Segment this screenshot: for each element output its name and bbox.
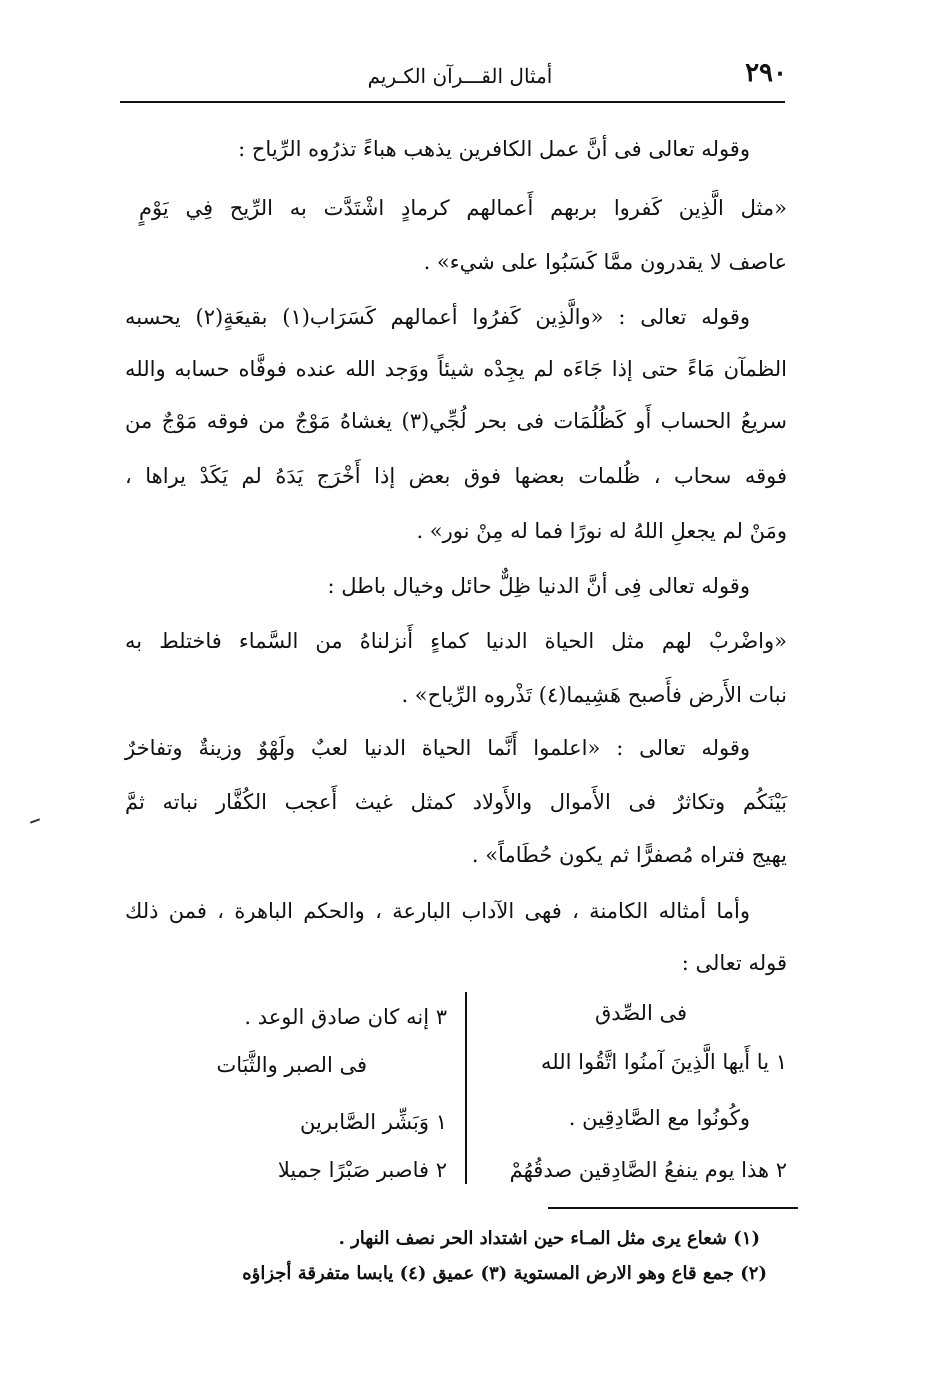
verse-item: ٣ إنه كان صادق الوعد .: [244, 1005, 447, 1029]
body-line: سريعُ الحساب أَو كَظُلُمَات فى بحر لُجِّي(٣) يغشاهُ مَوْجٌ من فوقه مَوْجٌ من: [125, 409, 787, 433]
verse-item: ١ وَبَشِّر الصَّابرين: [299, 1110, 447, 1134]
body-line: فوقه سحاب ، ظُلمات بعضها فوق بعض إذا أَخْرَج يَدَهُ لم يَكَدْ يراها ،: [125, 464, 787, 488]
body-line: بَيْنَكُم وتكاثرٌ فى الأَموال والأَولاد كمثل غيث أَعجب الكُفَّار نباته ثمَّ: [125, 790, 787, 814]
column-divider: [465, 992, 467, 1184]
running-title: أمثال القـــرآن الكـريم: [367, 64, 553, 88]
body-line: الظمآن مَاءً حتى إذا جَاءَه لم يجِدْه شيئاً ووَجد الله عنده فوفَّاه حسابه والله: [125, 357, 787, 381]
margin-mark: [30, 818, 40, 823]
body-line: وقوله تعالى فى أنَّ عمل الكافرين يذهب هباءً تذرُوه الرِّياح :: [238, 137, 750, 161]
footnote: (٢) جمع قاع وهو الارض المستوية (٣) عميق (٤) يابسا متفرقة أجزاؤه: [242, 1263, 767, 1284]
verse-item: ١ يا أَيها الَّذِينَ آمنُوا اتَّقُوا الله: [541, 1050, 787, 1074]
body-line: وأما أمثاله الكامنة ، فهى الآداب البارعة ، والحكم الباهرة ، فمن ذلك: [125, 899, 750, 923]
section-heading-truthfulness: فى الصِّدق: [595, 1001, 687, 1025]
page-number: ٢٩٠: [745, 58, 787, 88]
verse-item: وكُونُوا مع الصَّادِقِين .: [568, 1106, 750, 1130]
body-line: قوله تعالى :: [681, 951, 787, 975]
body-line: عاصف لا يقدرون ممَّا كَسَبُوا على شيء» .: [423, 250, 787, 274]
verse-item: ٢ هذا يوم ينفعُ الصَّادِقين صدقُهُمْ: [509, 1158, 787, 1182]
footnote-rule: [548, 1207, 798, 1209]
body-line: ومَنْ لم يجعلِ اللهُ له نورًا فما له مِنْ نور» .: [416, 519, 787, 543]
verse-item: ٢ فاصبر صَبْرًا جميلا: [277, 1158, 447, 1182]
footnote: (١) شعاع يرى مثل المـاء حين اشتداد الحر نصف النهار .: [338, 1228, 760, 1249]
header-rule: [120, 101, 785, 103]
body-line: «مثل الَّذِين كَفروا بربهم أَعمالهم كرمادٍ اشْتَدَّت به الرِّيح فِي يَوْمٍ: [139, 196, 787, 220]
body-line: يهيج فتراه مُصفرًّا ثم يكون حُطَاماً» .: [471, 843, 787, 867]
body-line: «واضْربْ لهم مثل الحياة الدنيا كماءٍ أَنزلناهُ من السَّماء فاختلط به: [125, 629, 787, 653]
body-line: نبات الأَرض فأَصبح هَشِيما(٤) تَذْروه الرِّياح» .: [401, 683, 787, 707]
body-line: وقوله تعالى : «والَّذِين كَفرُوا أعمالهم كَسَرَاب(١) بقيعَةٍ(٢) يحسبه: [125, 305, 750, 329]
body-line: وقوله تعالى : «اعلموا أَنَّما الحياة الدنيا لعبٌ ولَهْوٌ وزينةٌ وتفاخرٌ: [125, 736, 750, 760]
body-line: وقوله تعالى فِى أنَّ الدنيا ظِلٌّ حائل وخيال باطل :: [327, 574, 750, 598]
section-heading-patience: فى الصبر والثَّبَات: [216, 1053, 367, 1077]
